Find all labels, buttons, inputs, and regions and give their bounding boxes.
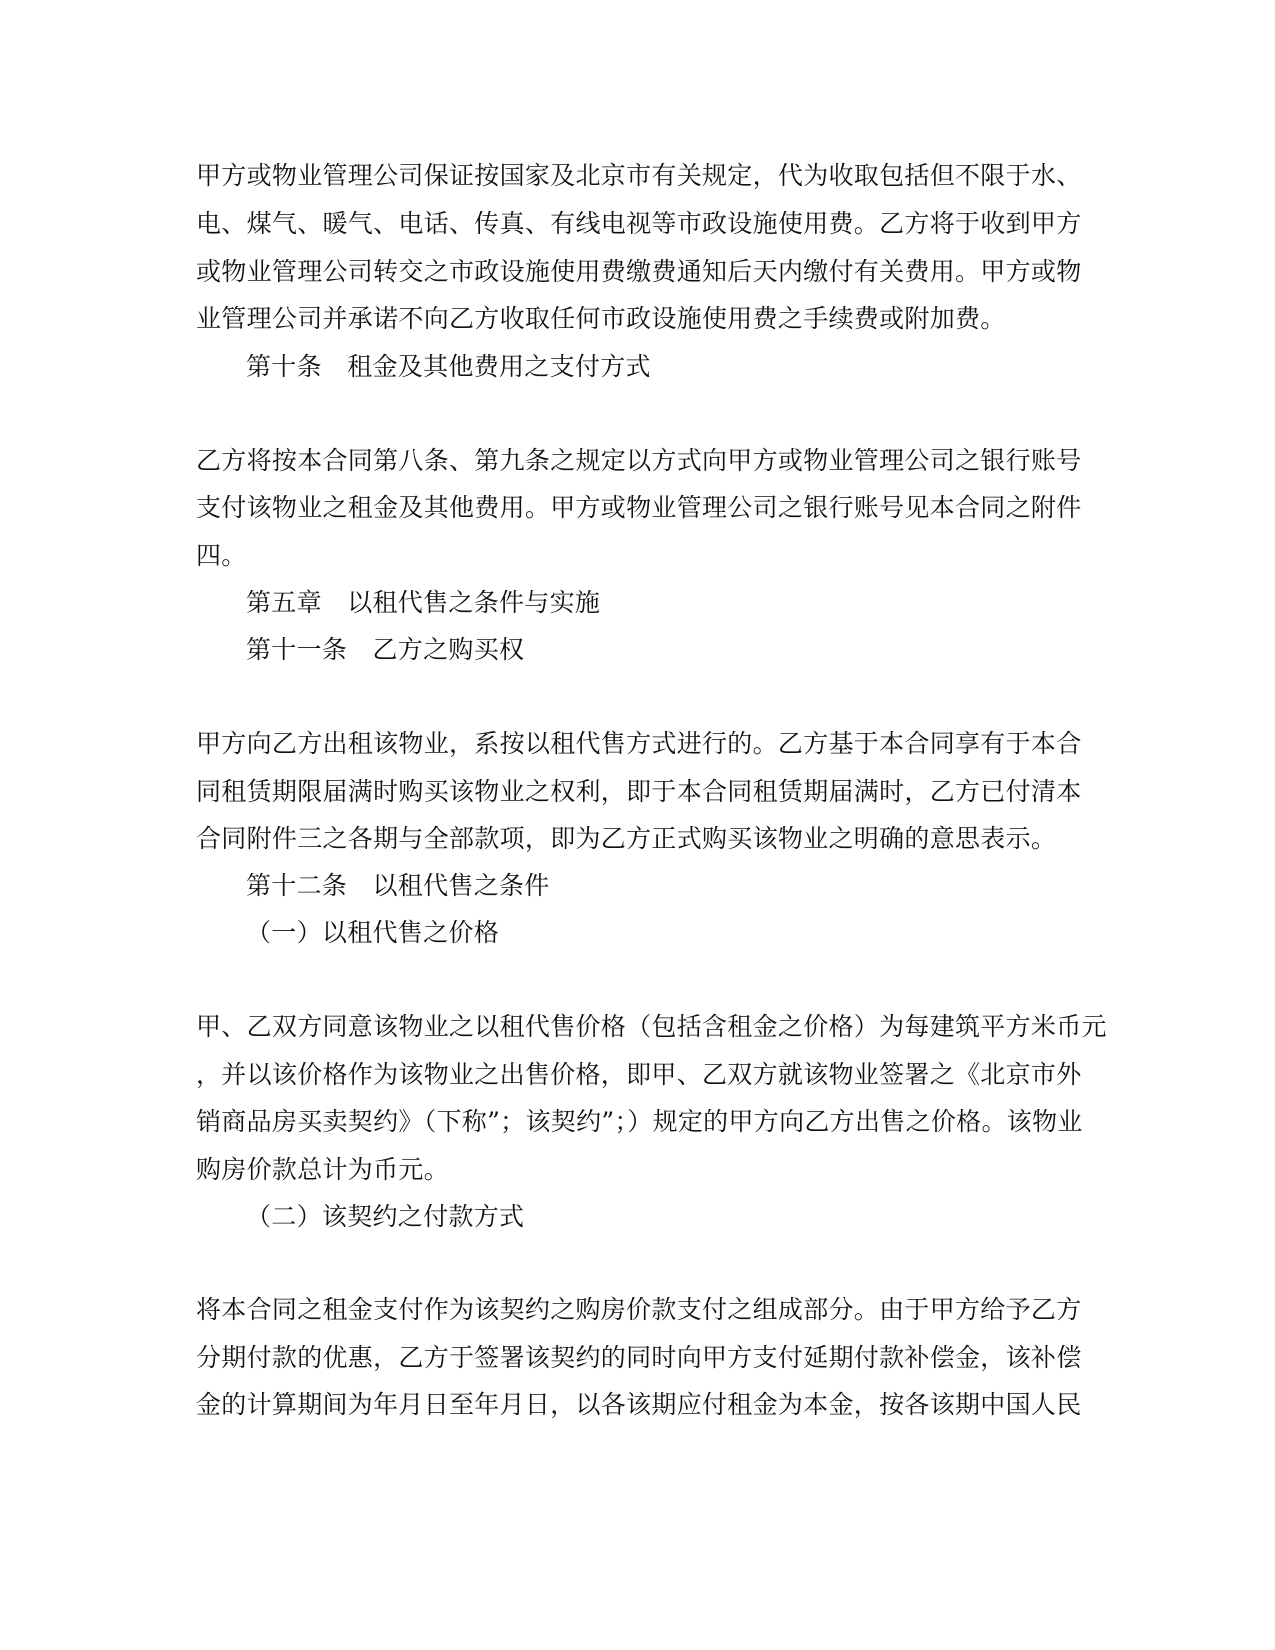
article-heading: 第十条 租金及其他费用之支付方式 (246, 352, 651, 381)
paragraph-line: 金的计算期间为年月日至年月日，以各该期应付租金为本金，按各该期中国人民 (196, 1390, 1082, 1419)
paragraph-line: 将本合同之租金支付作为该契约之购房价款支付之组成部分。由于甲方给予乙方 (196, 1295, 1082, 1324)
paragraph-line: 同租赁期限届满时购买该物业之权利，即于本合同租赁期届满时，乙方已付清本 (196, 777, 1082, 806)
paragraph-line: 分期付款的优惠，乙方于签署该契约的同时向甲方支付延期付款补偿金，该补偿 (196, 1343, 1082, 1372)
paragraph-line: ，并以该价格作为该物业之出售价格，即甲、乙双方就该物业签署之《北京市外 (196, 1060, 1082, 1089)
chapter-heading: 第五章 以租代售之条件与实施 (246, 588, 601, 617)
paragraph-line: 甲方向乙方出租该物业，系按以租代售方式进行的。乙方基于本合同享有于本合 (196, 729, 1082, 758)
paragraph-line: 乙方将按本合同第八条、第九条之规定以方式向甲方或物业管理公司之银行账号 (196, 446, 1082, 475)
section-heading: （二）该契约之付款方式 (246, 1202, 525, 1231)
paragraph-line: 销商品房买卖契约》（下称”；该契约”；）规定的甲方向乙方出售之价格。该物业 (196, 1107, 1083, 1136)
paragraph-line: 购房价款总计为币元。 (196, 1155, 450, 1184)
article-heading: 第十二条 以租代售之条件 (246, 871, 550, 900)
paragraph-line: 或物业管理公司转交之市政设施使用费缴费通知后天内缴付有关费用。甲方或物 (196, 257, 1082, 286)
article-heading: 第十一条 乙方之购买权 (246, 635, 525, 664)
paragraph-line: 合同附件三之各期与全部款项，即为乙方正式购买该物业之明确的意思表示。 (196, 824, 1057, 853)
paragraph-line: 支付该物业之租金及其他费用。甲方或物业管理公司之银行账号见本合同之附件 (196, 493, 1082, 522)
section-heading: （一）以租代售之价格 (246, 918, 500, 947)
paragraph-line: 甲、乙双方同意该物业之以租代售价格（包括含租金之价格）为每建筑平方米币元 (196, 1012, 1107, 1041)
paragraph-line: 业管理公司并承诺不向乙方收取任何市政设施使用费之手续费或附加费。 (196, 304, 1006, 333)
paragraph-line: 四。 (196, 541, 247, 570)
paragraph-line: 甲方或物业管理公司保证按国家及北京市有关规定，代为收取包括但不限于水、 (196, 161, 1082, 190)
paragraph-line: 电、煤气、暖气、电话、传真、有线电视等市政设施使用费。乙方将于收到甲方 (196, 209, 1082, 238)
